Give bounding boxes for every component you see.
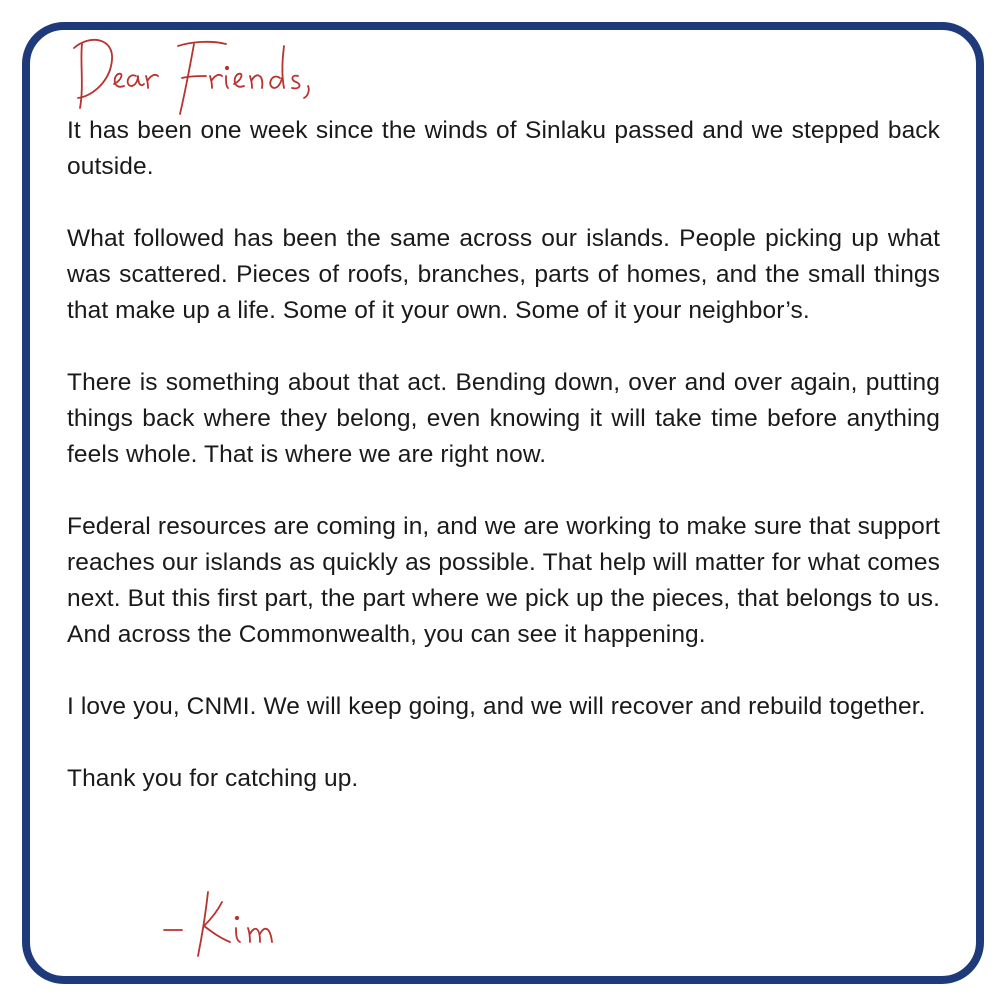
handwritten-signature [160, 880, 300, 960]
letter-paragraph: It has been one week since the winds of Sinlaku passed and we stepped back outside. [67, 117, 940, 180]
letter-closing: Thank you for catching up. [67, 765, 359, 792]
handwritten-salutation [70, 26, 330, 116]
letter-paragraph: There is something about that act. Bending down, over and over again, putting things back where they belong, even knowing it will take time before anything feels whole. That is where we are right now. [67, 369, 940, 468]
letter-paragraph: Federal resources are coming in, and we are working to make sure that support reaches our islands as quickly as possible. That help will matter for what comes next. But this first part, the part where we pick up the pieces, that belongs to us. And across the Commonwealth, you can see it happening. [67, 513, 940, 648]
letter-body [67, 113, 940, 797]
letter-paragraph: I love you, CNMI. We will keep going, and we will recover and rebuild together. [67, 693, 926, 720]
letter-paragraph: What followed has been the same across our islands. People picking up what was scattered. Pieces of roofs, branches, parts of homes, and the small things that make up a life. Some of it your own. Some of it your neighbor’s. [67, 225, 940, 324]
